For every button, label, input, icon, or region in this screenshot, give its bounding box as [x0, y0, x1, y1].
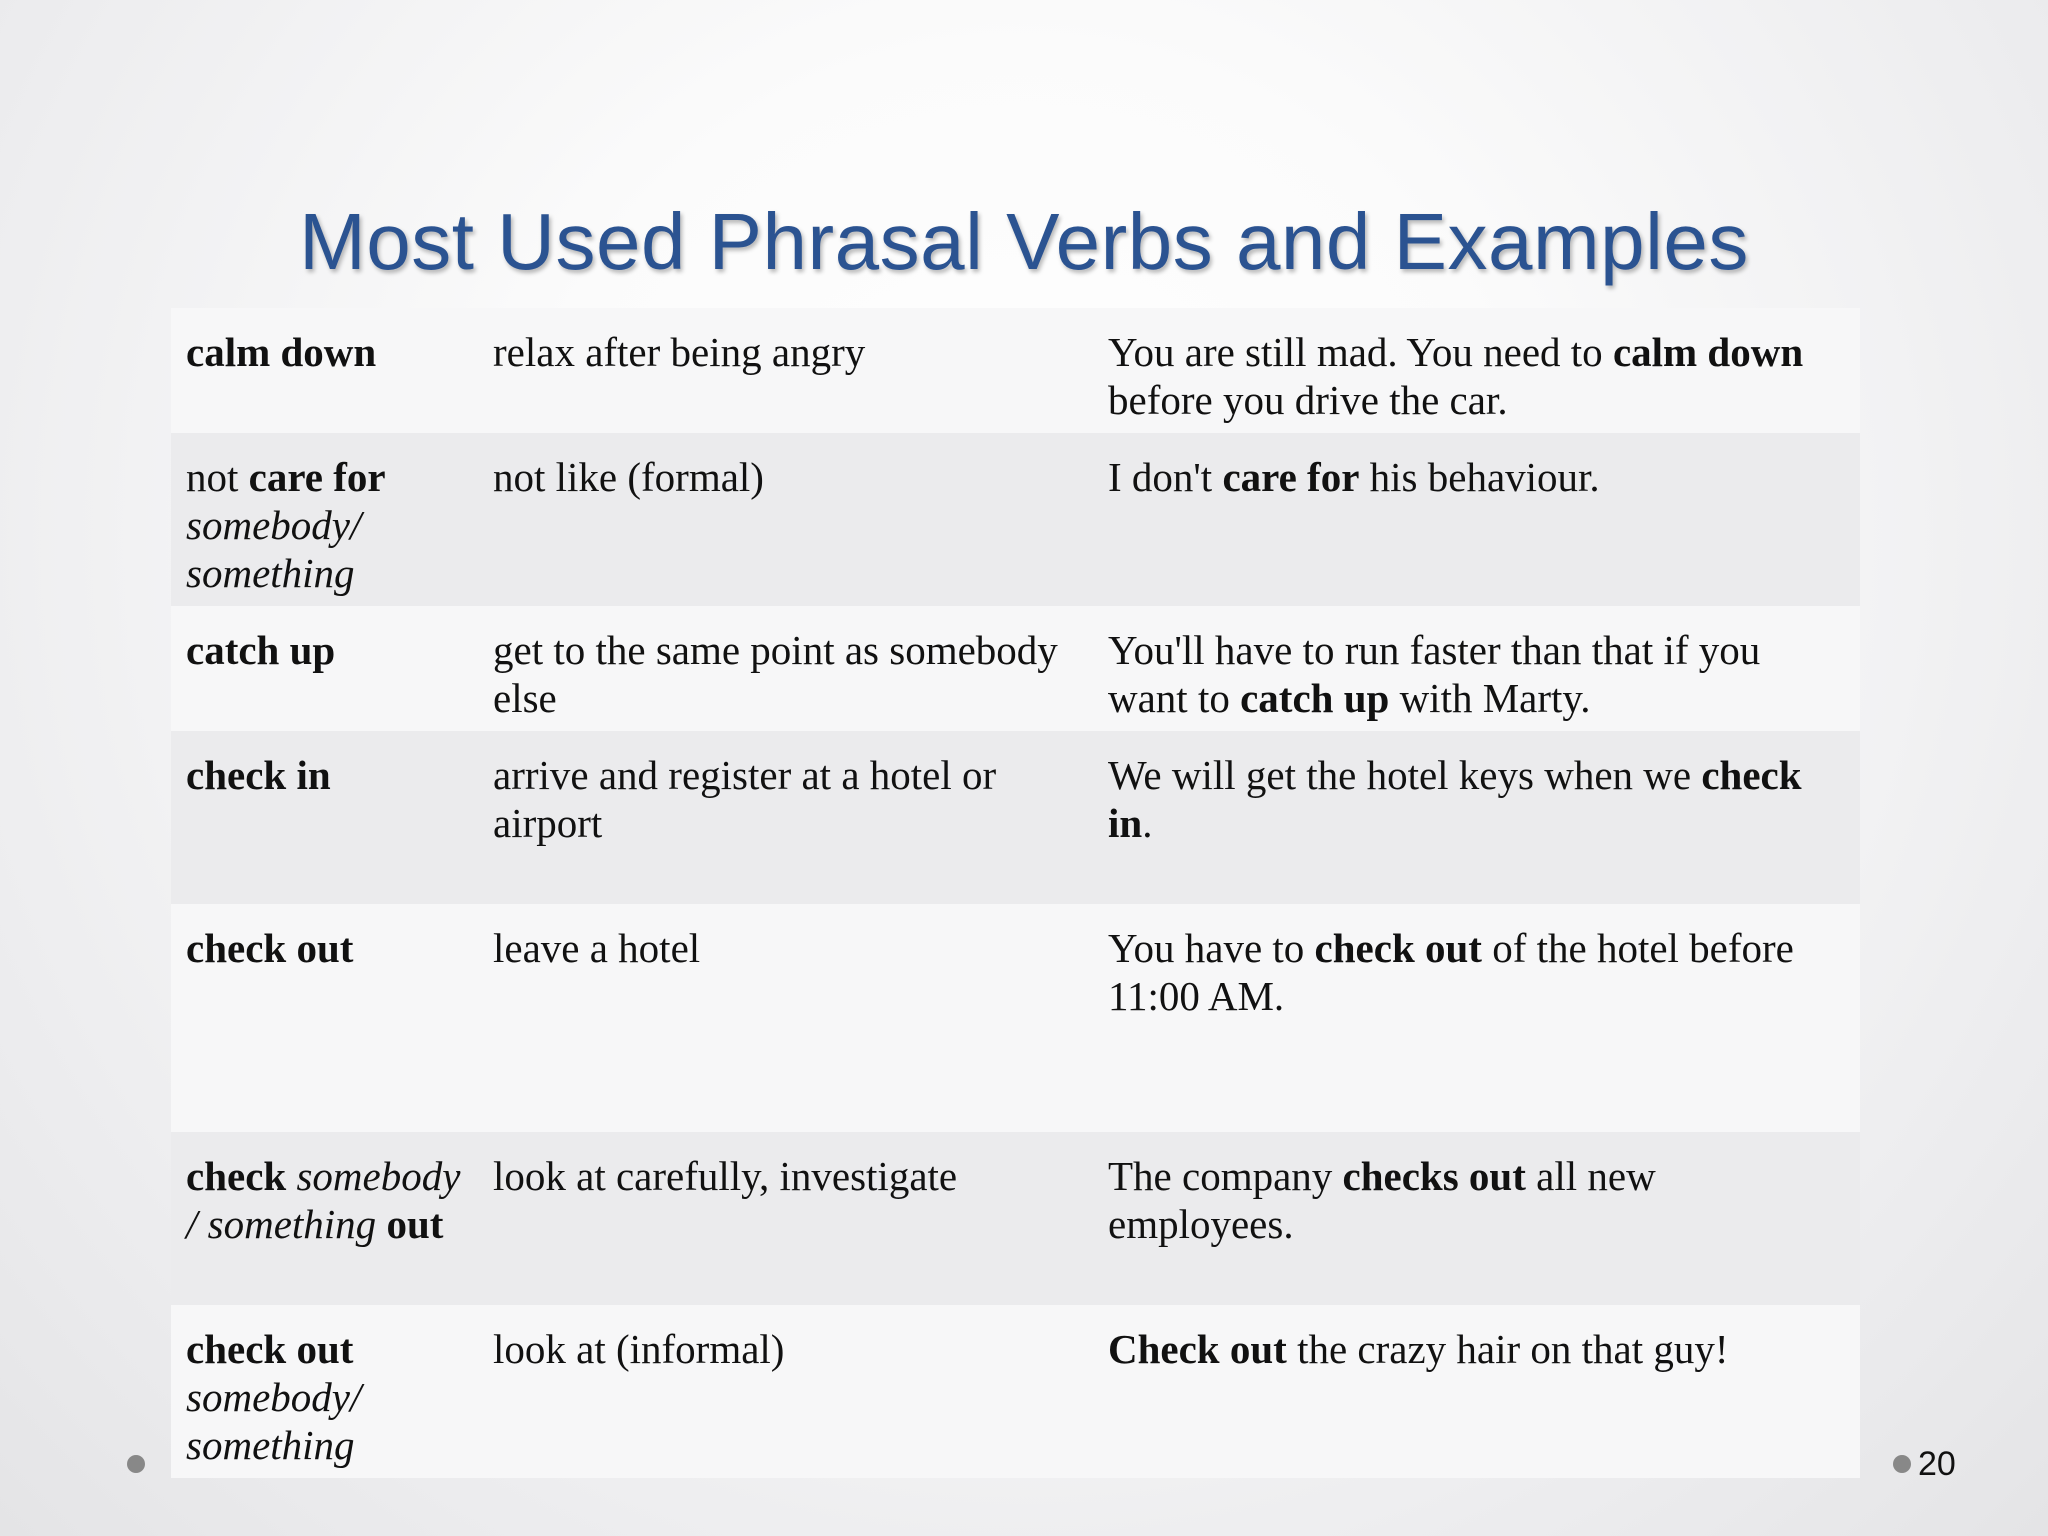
table-row — [171, 433, 1860, 606]
verb-text: check in — [186, 752, 331, 798]
table-row — [171, 1305, 1860, 1478]
example-verb: care for — [1222, 454, 1360, 500]
verb-cell — [171, 731, 478, 904]
verb-object: somebody/ something — [186, 1374, 362, 1468]
example-text: You are still mad. You need to — [1108, 329, 1613, 375]
example-verb: check in — [1108, 752, 1802, 846]
example-text: The company — [1108, 1153, 1343, 1199]
table-row — [171, 1132, 1860, 1305]
verb-cell — [171, 433, 478, 606]
example-text: before you drive the car. — [1108, 377, 1508, 423]
meaning-cell: arrive and register at a hotel or airport — [478, 731, 1093, 904]
example-cell — [1093, 1132, 1860, 1305]
table-row — [171, 308, 1860, 433]
example-verb: catch up — [1240, 675, 1390, 721]
example-text: You'll have to run faster than that if you want to — [1108, 627, 1761, 721]
page-number: 20 — [1918, 1445, 1956, 1483]
table-row — [171, 904, 1860, 1132]
meaning-cell: relax after being angry — [478, 308, 1093, 433]
example-verb: Check out — [1108, 1326, 1287, 1372]
verb-cell — [171, 308, 478, 433]
example-verb: calm down — [1612, 329, 1804, 375]
example-text: of the hotel before 11:00 AM. — [1108, 925, 1794, 1019]
example-text: the crazy hair on that guy! — [1286, 1326, 1729, 1372]
example-text: You have to — [1108, 925, 1315, 971]
meaning-cell: leave a hotel — [478, 904, 1093, 1132]
table-row — [171, 731, 1860, 904]
example-cell — [1093, 904, 1860, 1132]
footer-bullet-right — [1893, 1455, 1911, 1473]
meaning-cell: get to the same point as somebody else — [478, 606, 1093, 731]
verb-particle: care for — [248, 454, 386, 500]
phrasal-verbs-table — [171, 308, 1860, 1478]
example-text: We will get the hotel keys when we — [1108, 752, 1702, 798]
verb-text: catch up — [186, 627, 336, 673]
verb-object: somebody / something — [186, 1153, 461, 1247]
example-verb: checks out — [1342, 1153, 1526, 1199]
verb-text: calm down — [186, 329, 377, 375]
example-text: with Marty. — [1389, 675, 1591, 721]
slide-title: Most Used Phrasal Verbs and Examples — [299, 197, 1749, 286]
example-verb: check out — [1314, 925, 1482, 971]
example-cell — [1093, 606, 1860, 731]
verb-text: not — [186, 454, 249, 500]
verb-cell — [171, 1305, 478, 1478]
meaning-cell: look at (informal) — [478, 1305, 1093, 1478]
verb-cell — [171, 904, 478, 1132]
footer-bullet-left — [127, 1455, 145, 1473]
meaning-cell: look at carefully, investigate — [478, 1132, 1093, 1305]
meaning-cell: not like (formal) — [478, 433, 1093, 606]
example-text: his behaviour. — [1359, 454, 1600, 500]
table-row — [171, 606, 1860, 731]
example-cell — [1093, 433, 1860, 606]
verb-cell — [171, 1132, 478, 1305]
example-cell — [1093, 308, 1860, 433]
example-text: I don't — [1108, 454, 1223, 500]
verb-cell — [171, 606, 478, 731]
verb-text: check — [186, 1153, 287, 1199]
verb-object: somebody/ something — [186, 502, 362, 596]
verb-text: check out — [186, 925, 354, 971]
verb-text: check out — [186, 1326, 354, 1372]
example-cell — [1093, 1305, 1860, 1478]
example-text: all new employees. — [1108, 1153, 1656, 1247]
verb-particle: out — [376, 1201, 444, 1247]
example-text: . — [1142, 800, 1153, 846]
example-cell — [1093, 731, 1860, 904]
